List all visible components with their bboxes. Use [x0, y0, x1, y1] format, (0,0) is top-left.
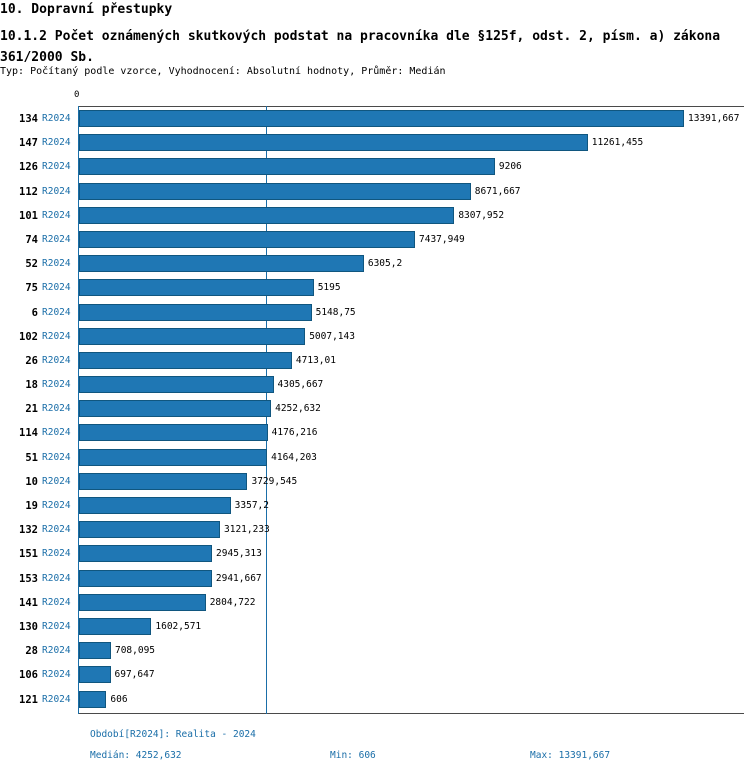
table-row: [0, 349, 750, 373]
bar-value-label: 4176,216: [271, 427, 318, 439]
table-row: [0, 276, 750, 300]
table-row: [0, 252, 750, 276]
row-rank: 101: [19, 209, 38, 222]
row-rank: 19: [25, 500, 38, 512]
bar-value-label: 13391,667: [688, 113, 740, 124]
table-row: [0, 301, 750, 325]
bar-value-label: 8671,667: [474, 185, 521, 197]
row-rank: 74: [25, 233, 38, 246]
table-row: [0, 470, 750, 494]
row-rank: 52: [25, 258, 38, 271]
bar-container: [79, 349, 744, 373]
row-rank: 21: [25, 403, 38, 416]
chart-subtitle: Typ: Počítaný podle vzorce, Vyhodnocení: Absolutní hodnoty, Průměr: Medián: [0, 66, 446, 77]
bar[interactable]: [79, 570, 212, 587]
table-row: [0, 591, 750, 615]
table-row: [0, 397, 750, 421]
row-period-label: R2024: [42, 258, 71, 270]
row-rank: 121: [19, 693, 38, 706]
row-rank: 10: [25, 475, 38, 488]
row-period-label: R2024: [42, 137, 71, 149]
bar[interactable]: [79, 207, 454, 224]
row-period-label: R2024: [42, 379, 71, 391]
row-rank: 126: [19, 161, 38, 174]
bar-container: [79, 228, 744, 252]
row-rank: 102: [19, 330, 38, 343]
row-rank: 112: [19, 185, 38, 198]
row-period-label: R2024: [42, 403, 71, 415]
bar-container: [79, 639, 744, 663]
bar-value-label: 4305,667: [277, 379, 324, 391]
bar-container: [79, 397, 744, 421]
row-period-label: R2024: [42, 209, 71, 221]
row-period-label: R2024: [42, 233, 71, 245]
bar-container: [79, 155, 744, 179]
table-row: [0, 615, 750, 639]
bar-value-label: 4164,203: [271, 451, 317, 463]
bar[interactable]: [79, 424, 268, 441]
row-period-label: R2024: [42, 620, 71, 632]
row-rank: 75: [25, 282, 38, 295]
stat-median: Medián: 4252,632: [90, 750, 182, 761]
bar[interactable]: [79, 304, 312, 321]
bar[interactable]: [79, 400, 271, 417]
bar-value-label: 5007,143: [309, 330, 355, 342]
axis-tick-zero: 0: [74, 90, 80, 100]
bar[interactable]: [79, 642, 111, 659]
row-rank: 18: [25, 379, 38, 392]
row-period-label: R2024: [42, 524, 71, 536]
table-row: [0, 373, 750, 397]
bar-value-label: 8307,952: [458, 209, 505, 221]
bar-container: [79, 204, 744, 228]
bar-container: [79, 325, 744, 349]
row-period-label: R2024: [42, 475, 71, 487]
bar-value-label: 6305,2: [367, 258, 403, 270]
row-period-label: R2024: [42, 693, 71, 705]
bar[interactable]: [79, 666, 111, 683]
bar-value-label: 7437,949: [419, 233, 465, 245]
bar-container: [79, 663, 744, 687]
stat-max: Max: 13391,667: [530, 750, 611, 761]
bar[interactable]: [79, 449, 267, 466]
bar[interactable]: [79, 352, 292, 369]
table-row: [0, 663, 750, 687]
bar-value-label: 9206: [498, 161, 522, 173]
bar-value-label: 3729,545: [251, 475, 298, 487]
bar-value-label: 2945,313: [216, 548, 262, 560]
table-row: [0, 542, 750, 566]
bar[interactable]: [79, 594, 206, 611]
table-row: [0, 567, 750, 591]
bar-value-label: 708,095: [114, 645, 156, 657]
row-period-label: R2024: [42, 596, 71, 608]
row-period-label: R2024: [42, 354, 71, 366]
row-rank: 132: [19, 524, 38, 537]
table-row: [0, 131, 750, 155]
row-rank: 147: [19, 137, 38, 150]
bar[interactable]: [79, 473, 247, 490]
bar[interactable]: [79, 328, 305, 345]
bar-value-label: 606: [110, 693, 128, 705]
bar-container: [79, 276, 744, 300]
bar-value-label: 5148,75: [315, 306, 356, 318]
row-rank: 151: [19, 548, 38, 561]
bar-rows: [0, 107, 750, 712]
bar-value-label: 4252,632: [275, 403, 321, 415]
table-row: [0, 180, 750, 204]
bar-value-label: 1602,571: [155, 620, 202, 632]
row-rank: 130: [19, 620, 38, 633]
row-rank: 6: [31, 306, 38, 319]
row-period-label: R2024: [42, 161, 71, 173]
row-rank: 153: [19, 572, 38, 585]
row-rank: 28: [25, 645, 38, 658]
row-rank: 134: [19, 113, 38, 125]
row-period-label: R2024: [42, 282, 71, 294]
bar-container: [79, 301, 744, 325]
bar[interactable]: [79, 134, 588, 151]
bar[interactable]: [79, 376, 274, 393]
table-row: [0, 155, 750, 179]
row-period-label: R2024: [42, 500, 71, 511]
bar-container: [79, 180, 744, 204]
table-row: [0, 228, 750, 252]
row-period-label: R2024: [42, 113, 71, 124]
bar[interactable]: [79, 521, 220, 538]
table-row: [0, 639, 750, 663]
table-row: [0, 518, 750, 542]
page-title-section: 10. Dopravní přestupky: [0, 2, 173, 17]
row-period-label: R2024: [42, 306, 71, 318]
row-period-label: R2024: [42, 645, 71, 657]
bar-container: [79, 421, 744, 445]
bar[interactable]: [79, 255, 364, 272]
bar-container: [79, 494, 744, 518]
row-rank: 141: [19, 596, 38, 609]
bar-container: [79, 591, 744, 615]
chart-legend: Období[R2024]: Realita - 2024: [90, 729, 256, 740]
row-rank: 114: [19, 427, 38, 440]
bar[interactable]: [79, 183, 471, 200]
bar-value-label: 11261,455: [591, 137, 644, 149]
bar-value-label: 2941,667: [215, 572, 262, 584]
bar-container: [79, 542, 744, 566]
row-period-label: R2024: [42, 572, 71, 584]
row-rank: 106: [19, 669, 38, 682]
bar[interactable]: [79, 497, 231, 514]
bar[interactable]: [79, 158, 495, 175]
bar[interactable]: [79, 545, 212, 562]
bar-container: [79, 470, 744, 494]
bar-container: [79, 252, 744, 276]
table-row: [0, 446, 750, 470]
bar[interactable]: [79, 279, 314, 296]
bar-value-label: 5195: [317, 282, 341, 294]
row-period-label: R2024: [42, 669, 71, 681]
bar-container: [79, 518, 744, 542]
row-period-label: R2024: [42, 548, 71, 560]
bar-value-label: 697,647: [114, 669, 155, 681]
bar-container: [79, 567, 744, 591]
row-period-label: R2024: [42, 330, 71, 342]
bar-container: [79, 615, 744, 639]
table-row: [0, 107, 750, 131]
table-row: [0, 494, 750, 518]
row-period-label: R2024: [42, 451, 71, 463]
bar-value-label: 4713,01: [295, 354, 336, 366]
table-row: [0, 204, 750, 228]
row-period-label: R2024: [42, 427, 71, 439]
stat-min: Min: 606: [330, 750, 376, 761]
bar-container: [79, 131, 744, 155]
page-title: 10.1.2 Počet oznámených skutkových podstat na pracovníka dle §125f, odst. 2, písm. a) zákona 361/2000 Sb.: [0, 29, 721, 65]
row-rank: 51: [25, 451, 38, 464]
table-row: [0, 688, 750, 712]
bar-container: [79, 446, 744, 470]
row-rank: 26: [25, 354, 38, 367]
bar-value-label: 3121,233: [224, 524, 270, 536]
bar-container: [79, 373, 744, 397]
table-row: [0, 325, 750, 349]
bar[interactable]: [79, 110, 684, 127]
bar[interactable]: [79, 618, 151, 635]
bar[interactable]: [79, 691, 106, 708]
bar[interactable]: [79, 231, 415, 248]
bar-value-label: 2804,722: [209, 596, 256, 608]
bar-value-label: 3357,2: [234, 500, 269, 511]
bar-container: [79, 107, 744, 131]
row-period-label: R2024: [42, 185, 71, 197]
bar-container: [79, 688, 744, 712]
table-row: [0, 421, 750, 445]
